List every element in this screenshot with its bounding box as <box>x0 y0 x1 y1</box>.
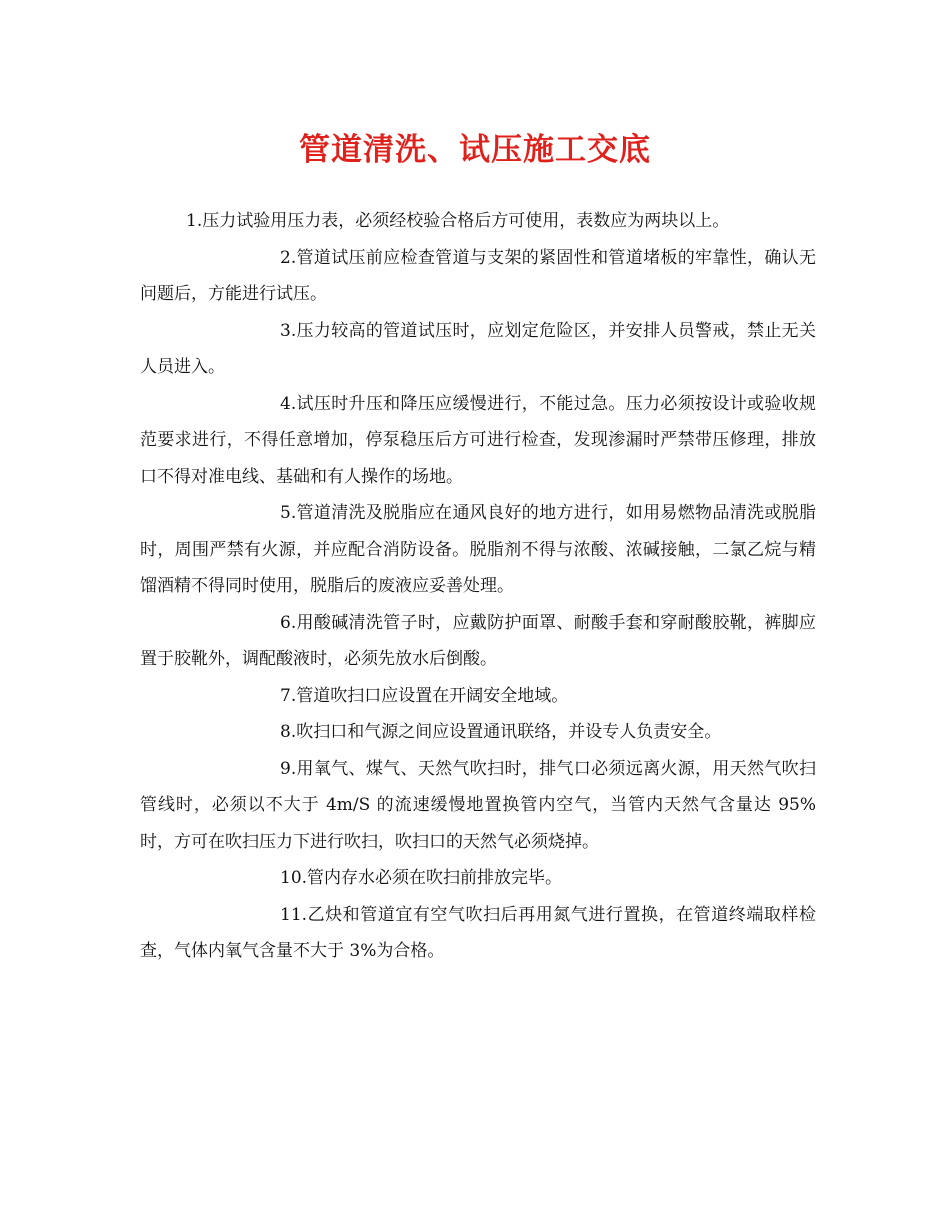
paragraph-7: 7.管道吹扫口应设置在开阔安全地域。 <box>280 685 569 706</box>
paragraph-2: 2.管道试压前应检查管道与支架的紧固性和管道堵板的牢靠性，确认无问题后，方能进行试压。 <box>140 247 816 304</box>
paragraph-9: 9.用氧气、煤气、天然气吹扫时，排气口必须远离火源，用天然气吹扫管线时，必须以不大于 4m/S 的流速缓慢地置换管内空气，当管内天然气含量达 95%时，方可在吹扫压力下进行吹扫，吹扫口的天然气必须烧掉。 <box>140 758 816 852</box>
document-body <box>140 203 816 970</box>
paragraph-5: 5.管道清洗及脱脂应在通风良好的地方进行，如用易燃物品清洗或脱脂时，周围严禁有火源，并应配合消防设备。脱脂剂不得与浓酸、浓碱接触，二氯乙烷与精馏酒精不得同时使用，脱脂后的废液应妥善处理。 <box>140 503 816 596</box>
paragraph-6: 6.用酸碱清洗管子时，应戴防护面罩、耐酸手套和穿耐酸胶靴，裤脚应置于胶靴外，调配酸液时，必须先放水后倒酸。 <box>140 612 816 669</box>
paragraph-1: 1.压力试验用压力表，必须经校验合格后方可使用，表数应为两块以上。 <box>186 211 730 231</box>
paragraph-3: 3.压力较高的管道试压时，应划定危险区，并安排人员警戒，禁止无关人员进入。 <box>140 320 816 377</box>
paragraph-8: 8.吹扫口和气源之间应设置通讯联络，并设专人负责安全。 <box>280 722 722 742</box>
paragraph-4: 4.试压时升压和降压应缓慢进行，不能过急。压力必须按设计或验收规范要求进行，不得任意增加，停泵稳压后方可进行检查，发现渗漏时严禁带压修理，排放口不得对准电线、基础和有人操作的场地。 <box>140 393 816 487</box>
paragraph-10: 10.管内存水必须在吹扫前排放完毕。 <box>280 868 563 888</box>
paragraph-11: 11.乙炔和管道宜有空气吹扫后再用氮气进行置换，在管道终端取样检查，气体内氧气含量不大于 3%为合格。 <box>140 904 816 961</box>
document-title: 管道清洗、试压施工交底 <box>299 132 651 168</box>
